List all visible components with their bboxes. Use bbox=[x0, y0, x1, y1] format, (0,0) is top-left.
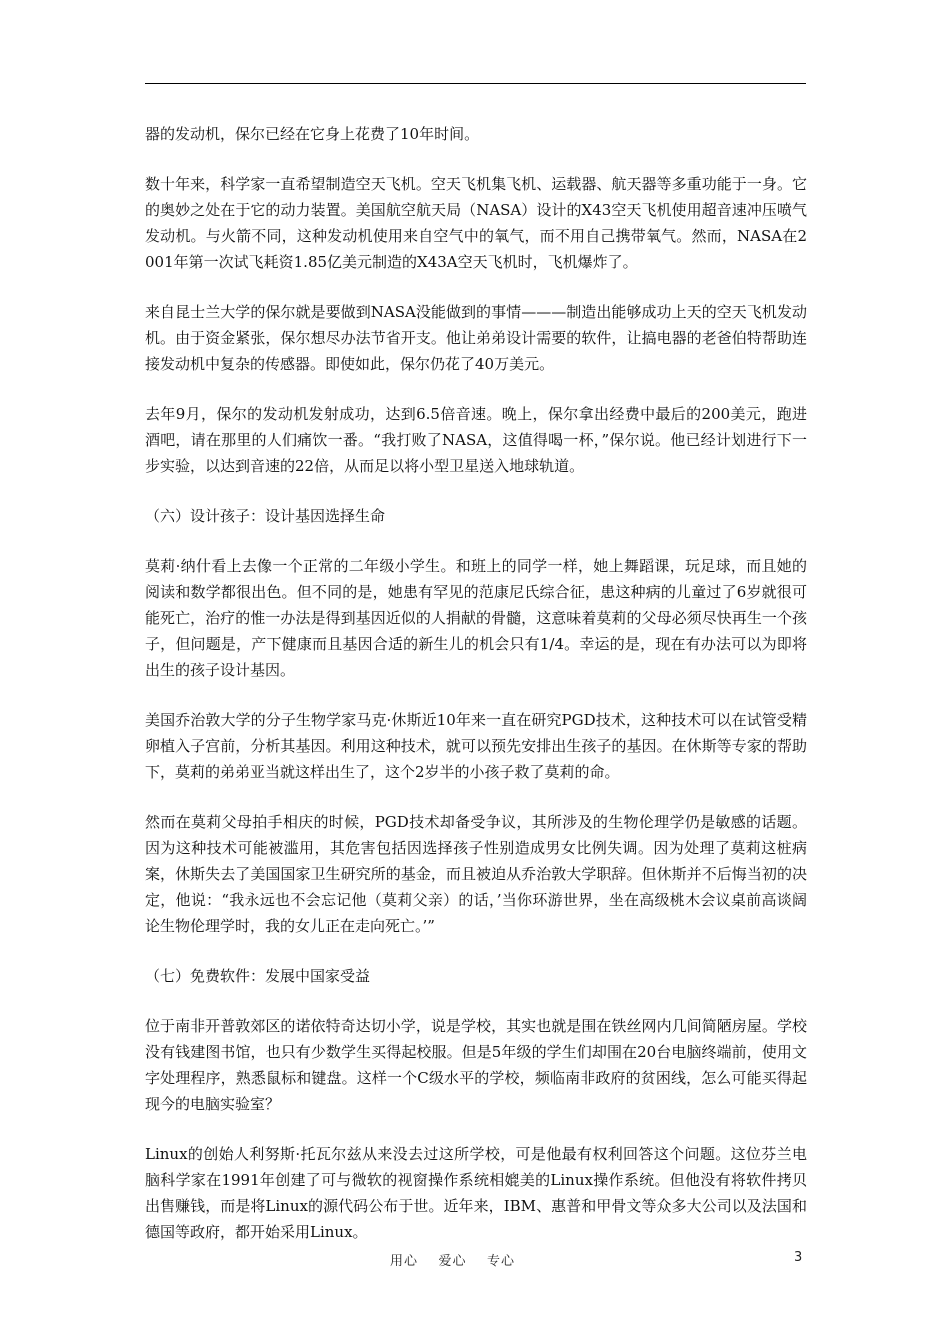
paragraph: 然而在莫莉父母拍手相庆的时候，PGD技术却备受争议，其所涉及的生物伦理学仍是敏感的话题。因为这种技术可能被滥用，其危害包括因选择孩子性别造成男女比例失调。因为处理了莫莉这桩病案，休斯失去了美国国家卫生研究所的基金，而且被迫从乔治敦大学职辞。但休斯并不后悔当初的决定，他说：“我永远也不会忘记他（莫莉父亲）的话，’当你环游世界，坐在高级桃木会议桌前高谈阔论生物伦理学时，我的女儿正在走向死亡。’” bbox=[145, 813, 807, 935]
paragraph: 位于南非开普敦郊区的诺依特奇达切小学，说是学校，其实也就是围在铁丝网内几间简陋房屋。学校没有钱建图书馆，也只有少数学生买得起校服。但是5年级的学生们却围在20台电脑终端前，使用文字处理程序，熟悉鼠标和键盘。这样一个C级水平的学校，频临南非政府的贫困线，怎么可能买得起现今的电脑实验室？ bbox=[145, 1017, 807, 1113]
page-number: 3 bbox=[794, 1250, 803, 1265]
paragraph: 器的发动机，保尔已经在它身上花费了10年时间。 bbox=[145, 125, 480, 143]
section-heading-seven: （七）免费软件：发展中国家受益 bbox=[145, 967, 371, 985]
paragraph: 来自昆士兰大学的保尔就是要做到NASA没能做到的事情———制造出能够成功上天的空天飞机发动机。由于资金紧张，保尔想尽办法节省开支。他让弟弟设计需要的软件，让搞电器的老爸伯特帮助连接发动机中复杂的传感器。即使如此，保尔仍花了40万美元。 bbox=[145, 303, 807, 373]
article-body bbox=[145, 121, 807, 1269]
footer-motto: 用心 爱心 专心 bbox=[390, 1254, 516, 1269]
paragraph: Linux的创始人利努斯·托瓦尔兹从来没去过这所学校，可是他最有权利回答这个问题。这位芬兰电脑科学家在1991年创建了可与微软的视窗操作系统相媲美的Linux操作系统。但他没有将软件拷贝出售赚钱，而是将Linux的源代码公布于世。近年来，IBM、惠普和甲骨文等众多大公司以及法国和德国等政府，都开始采用Linux。 bbox=[145, 1145, 807, 1241]
paragraph: 去年9月，保尔的发动机发射成功，达到6.5倍音速。晚上，保尔拿出经费中最后的200美元，跑进酒吧，请在那里的人们痛饮一番。“我打败了NASA，这值得喝一杯，”保尔说。他已经计划进行下一步实验，以达到音速的22倍，从而足以将小型卫星送入地球轨道。 bbox=[145, 405, 807, 475]
paragraph: 莫莉·纳什看上去像一个正常的二年级小学生。和班上的同学一样，她上舞蹈课，玩足球，而且她的阅读和数学都很出色。但不同的是，她患有罕见的范康尼氏综合征，患这种病的儿童过了6岁就很可能死亡，治疗的惟一办法是得到基因近似的人捐献的骨髓，这意味着莫莉的父母必须尽快再生一个孩子，但问题是，产下健康而且基因合适的新生儿的机会只有1/4。幸运的是，现在有办法可以为即将出生的孩子设计基因。 bbox=[145, 557, 807, 679]
paragraph: 数十年来，科学家一直希望制造空天飞机。空天飞机集飞机、运载器、航天器等多重功能于一身。它的奥妙之处在于它的动力装置。美国航空航天局（NASA）设计的X43空天飞机使用超音速冲压喷气发动机。与火箭不同，这种发动机使用来自空气中的氧气，而不用自己携带氧气。然而，NASA在2001年第一次试飞耗资1.85亿美元制造的X43A空天飞机时，飞机爆炸了。 bbox=[145, 175, 807, 271]
page-footer bbox=[0, 1250, 950, 1270]
paragraph: 美国乔治敦大学的分子生物学家马克·休斯近10年来一直在研究PGD技术，这种技术可以在试管受精卵植入子宫前，分析其基因。利用这种技术，就可以预先安排出生孩子的基因。在休斯等专家的帮助下，莫莉的弟弟亚当就这样出生了，这个2岁半的小孩子救了莫莉的命。 bbox=[145, 711, 807, 781]
section-heading-six: （六）设计孩子：设计基因选择生命 bbox=[145, 507, 386, 525]
header-divider bbox=[145, 83, 806, 84]
